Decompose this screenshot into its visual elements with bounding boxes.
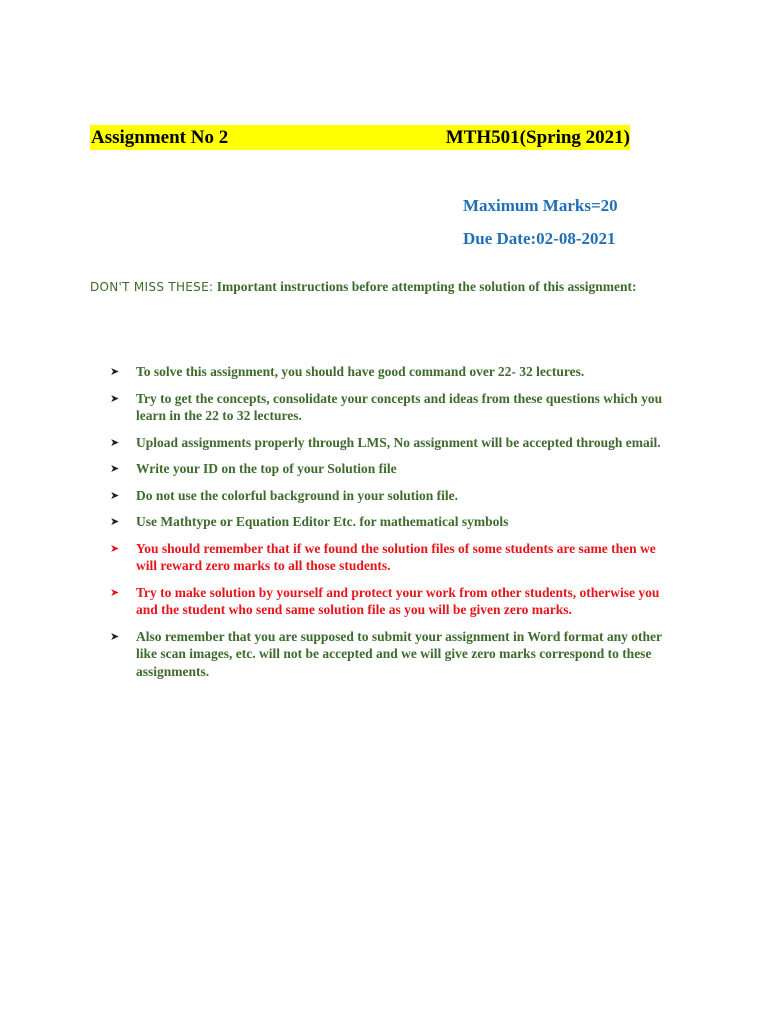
arrow-bullet-icon: ➤ [110, 515, 120, 528]
instruction-text: Write your ID on the top of your Solution file [136, 461, 397, 476]
intro-text: Important instructions before attempting the solution of this assignment: [213, 279, 637, 294]
list-item [110, 487, 670, 505]
instruction-text: Also remember that you are supposed to submit your assignment in Word format any other like scan images, etc. will not be accepted and we will give zero marks correspond to these assignments. [136, 628, 662, 679]
list-item [110, 584, 670, 619]
arrow-bullet-icon: ➤ [110, 585, 120, 599]
instruction-text: Do not use the colorful background in your solution file. [136, 487, 459, 503]
instruction-text: Try to make solution by yourself and protect your work from other students, otherwise you and the student who send same solution file as you will be given zero marks. [136, 584, 660, 617]
arrow-bullet-icon: ➤ [110, 391, 120, 405]
instruction-text: Try to get the concepts, consolidate your concepts and ideas from these questions which you learn in the 22 to 32 lectures. [136, 390, 663, 423]
list-item [110, 513, 670, 531]
course-title: MTH501(Spring 2021) [445, 126, 630, 148]
arrow-bullet-icon: ➤ [110, 629, 120, 643]
maximum-marks: Maximum Marks=20 [463, 196, 618, 215]
list-item [110, 390, 670, 425]
list-item [110, 363, 670, 381]
list-item [110, 434, 670, 452]
arrow-bullet-icon: ➤ [110, 435, 120, 449]
list-item [110, 540, 670, 575]
arrow-bullet-icon: ➤ [110, 365, 120, 378]
due-date: Due Date:02-08-2021 [463, 229, 616, 248]
instructions-list [110, 363, 670, 689]
list-item [110, 628, 670, 681]
arrow-bullet-icon: ➤ [110, 541, 120, 555]
instruction-text: To solve this assignment, you should have good command over 22- 32 lectures. [136, 364, 585, 379]
assignment-title: Assignment No 2 [91, 126, 229, 148]
intro-paragraph [90, 278, 650, 296]
instruction-text: Use Mathtype or Equation Editor Etc. for mathematical symbols [136, 514, 509, 529]
arrow-bullet-icon: ➤ [110, 462, 120, 475]
instruction-text: Upload assignments properly through LMS, No assignment will be accepted through email. [136, 434, 661, 450]
assignment-header [90, 125, 630, 150]
list-item [110, 460, 670, 478]
instruction-text: You should remember that if we found the solution files of some students are same then we will reward zero marks to all those students. [136, 540, 656, 573]
dont-miss-label: DON'T MISS THESE: [90, 280, 214, 294]
arrow-bullet-icon: ➤ [110, 488, 120, 502]
